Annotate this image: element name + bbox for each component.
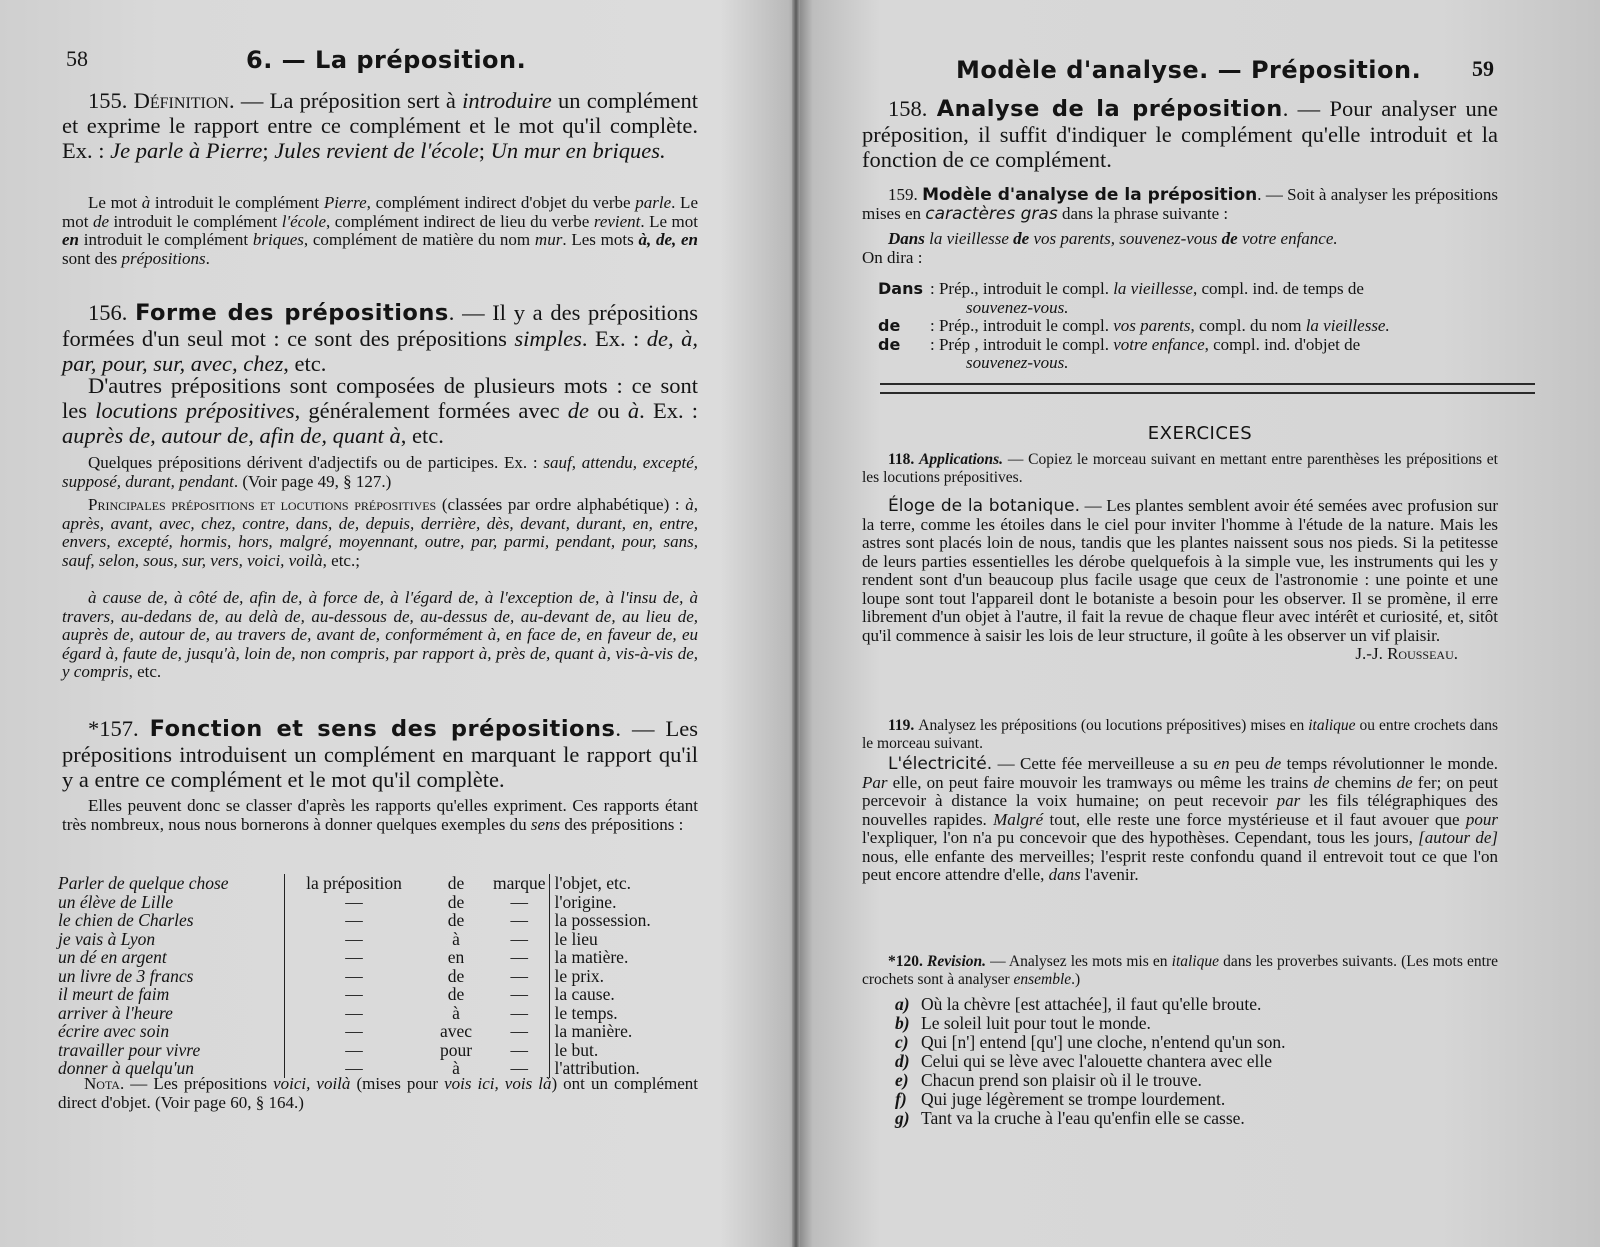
analysis-list xyxy=(878,280,1528,373)
preposition-cell: de xyxy=(447,873,465,893)
sense-cell: le lieu xyxy=(554,928,598,949)
marque-cell: — xyxy=(493,1059,550,1078)
example-cell: le chien de Charles xyxy=(58,911,285,930)
on-dira: On dira : xyxy=(862,248,923,267)
marque-cell: — xyxy=(493,930,550,949)
table-row xyxy=(58,911,655,930)
preposition-cell: de xyxy=(447,910,465,930)
page-number: 58 xyxy=(66,46,88,71)
sense-cell: la possession. xyxy=(554,910,651,930)
paragraph-158: 158. Analyse de la préposition. — Pour analyser une préposition, il suffit d'indiquer le complément qu'elle introduit et la fonction de ce complément. xyxy=(862,96,1499,172)
paragraph-155-note: Le mot à introduit le complément Pierre, complément indirect d'objet du verbe parle. Le mot de introduit le complément l'école, complément indirect de lieu du verbe revient. Le mot en introduit le complément briques, complément de matière du nom mur. Les mots à, de, en sont des prépositions. xyxy=(62,193,699,268)
left-page xyxy=(0,0,795,1247)
page-number: 59 xyxy=(1472,56,1494,81)
botanique-text: Éloge de la botanique. — Les plantes semblent avoir été semées avec profusion sur la terre, comme les étoiles dans le ciel pour inviter l'homme à l'étude de la nature. Mais les astres sont placés loin de nous, tandis que les plantes naissent sous nos pieds. Si la petitesse de leurs parties essentielles les dérobe quelquefois à la simple vue, les instruments qui les y rendent sont d'un beaucoup plus facile usage que ceux de l'astronomie : une pointe et une loupe sont tout l'appareil dont le botaniste a besoin pour les observer. Il se promène, il erre librement d'un objet à l'autre, il fait la revue de chaque fleur avec intérêt et curiosité, et, sitôt qu'il commence à saisir les lois de leur structure, il goûte à les observer un vif plaisir. J.-J. Rousseau. xyxy=(862,496,1499,663)
analysis-text: : Prép., introduit le compl. vos parents, compl. du nom la vieillesse. xyxy=(930,316,1390,335)
table-row xyxy=(58,985,655,1004)
preposition-sense-table xyxy=(58,874,655,1078)
marque-cell: — xyxy=(493,911,550,930)
label-cell: — xyxy=(345,984,363,1004)
analysis-continuation: souvenez-vous. xyxy=(966,353,1069,372)
proverb-item: b) Le soleil luit pour tout le monde. xyxy=(895,1013,1151,1033)
analysis-text: : Prép , introduit le compl. votre enfance, compl. ind. d'objet de xyxy=(930,334,1361,354)
page-header: 6. — La préposition. xyxy=(246,46,527,74)
proverb-item: c) Qui [n'] entend [qu'] une cloche, n'entend qu'un son. xyxy=(895,1032,1286,1052)
example-cell: donner à quelqu'un xyxy=(58,1059,285,1078)
marque-cell: — xyxy=(493,893,550,912)
exercise-118: 118. Applications. — Copiez le morceau suivant en mettant entre parenthèses les prépositions et les locutions prépositives. xyxy=(862,451,1498,486)
sense-cell: la manière. xyxy=(554,1021,633,1041)
preposition-cell: en xyxy=(447,947,465,967)
paragraph-159: 159. Modèle d'analyse de la préposition. — Soit à analyser les prépositions mises en caractères gras dans la phrase suivante : xyxy=(862,185,1498,224)
preposition-cell: pour xyxy=(439,1039,473,1060)
example-cell: un livre de 3 francs xyxy=(58,967,285,986)
proverb-list xyxy=(895,995,1285,1128)
analysis-word: de xyxy=(878,334,901,354)
marque-cell: — xyxy=(493,967,550,986)
example-cell: écrire avec soin xyxy=(58,1022,285,1041)
paragraph-157-classes: Elles peuvent donc se classer d'après les rapports qu'elles expriment. Ces rapports étant très nombreux, nous nous bornerons à donner quelques exemples du sens des prépositions : xyxy=(62,796,698,834)
preposition-cell: à xyxy=(452,1058,460,1078)
analysis-row xyxy=(878,317,1528,336)
preposition-cell: à xyxy=(452,928,460,949)
label-cell: — xyxy=(345,1039,363,1060)
principales-locutions: à cause de, à côté de, afin de, à force de, à l'égard de, à l'exception de, à l'insu de, à travers, au-dedans de, au delà de, au-dessous de, au-dessus de, au-devant de, au lieu de, auprès de, autour de, au travers de, avant de, conformément à, en face de, en faveur de, eu égard à, faute de, jusqu'à, loin de, non compris, par rapport à, près de, quant à, vis-à-vis de, y compris, etc. xyxy=(62,588,698,681)
paragraph-155: 155. Définition. — La préposition sert à introduire un complément et exprime le rapport entre ce complément et le mot qu'il complète. Ex. : Je parle à Pierre; Jules revient de l'école; Un mur en briques. xyxy=(62,88,698,163)
table-row xyxy=(58,948,655,967)
sense-cell: le temps. xyxy=(554,1002,618,1023)
preposition-cell: de xyxy=(447,965,465,986)
page-header: Modèle d'analyse. — Préposition. xyxy=(956,56,1422,84)
label-cell: — xyxy=(345,965,363,986)
example-cell: travailler pour vivre xyxy=(58,1041,285,1060)
nota: Nota. — Les prépositions voici, voilà (mises pour vois ici, vois là) ont un complément direct d'objet. (Voir page 60, § 164.) xyxy=(58,1074,699,1112)
sense-cell: le but. xyxy=(554,1039,599,1060)
preposition-cell: avec xyxy=(439,1021,473,1041)
example-cell: Parler de quelque chose xyxy=(58,874,285,893)
label-cell: — xyxy=(345,910,363,930)
example-cell: je vais à Lyon xyxy=(58,930,285,949)
label-cell: — xyxy=(345,891,363,912)
table-row xyxy=(58,1022,655,1041)
marque-cell: — xyxy=(493,1004,550,1023)
sense-cell: le prix. xyxy=(554,965,605,986)
label-cell: — xyxy=(345,947,363,967)
table-row xyxy=(58,1041,655,1060)
proverb-item: e) Chacun prend son plaisir où il le trouve. xyxy=(895,1070,1202,1090)
label-cell: — xyxy=(345,1002,363,1023)
preposition-cell: de xyxy=(447,891,465,912)
label-cell: — xyxy=(345,1021,363,1041)
electricite-text: L'électricité. — Cette fée merveilleuse a su en peu de temps révolutionner le monde. Par elle, on peut faire mouvoir les tramways ou même les trains de chemins de fer; on peut percevoir à distance la voix humaine; on peut recevoir par les fils télégraphiques des nouvelles rapides. Malgré tout, elle reste une force mystérieuse et il faut avouer que pour l'expliquer, l'on n'a pu concevoir que des hypothèses. Cependant, tous les jours, [autour de] nous, elle enfante des merveilles; l'esprit reste confondu quand il entrevoit tout ce que l'on peut encore attendre d'elle, dans l'avenir. xyxy=(862,754,1499,884)
paragraph-156-derived: Quelques prépositions dérivent d'adjectifs ou de participes. Ex. : sauf, attendu, excepté, supposé, durant, pendant. (Voir page 49, § 127.) xyxy=(62,453,698,491)
label-cell: — xyxy=(345,928,363,949)
marque-cell: — xyxy=(493,948,550,967)
sense-cell: la matière. xyxy=(554,947,629,967)
author: J.-J. Rousseau. xyxy=(1355,644,1458,663)
sense-cell: l'origine. xyxy=(554,891,617,912)
table-row xyxy=(58,874,655,893)
proverb-item: f) Qui juge légèrement se trompe lourdement. xyxy=(895,1089,1226,1109)
exercise-119: 119. Analysez les prépositions (ou locutions prépositives) mises en italique ou entre crochets dans le morceau suivant. xyxy=(862,717,1498,752)
analysis-row xyxy=(878,280,1528,299)
sense-cell: l'objet, etc. xyxy=(554,873,632,893)
example-cell: un élève de Lille xyxy=(58,893,285,912)
example-sentence: Dans la vieillesse de vos parents, souvenez-vous de votre enfance. xyxy=(888,229,1338,248)
table-row xyxy=(58,1004,655,1023)
label-cell: la préposition xyxy=(306,873,402,893)
exercise-120: *120. Revision. — Analysez les mots mis en italique dans les proverbes suivants. (Les mots entre crochets sont à analyser ensemble.) xyxy=(862,953,1499,988)
example-cell: arriver à l'heure xyxy=(58,1004,285,1023)
paragraph-156: 156. Forme des prépositions. — Il y a des prépositions formées d'un seul mot : ce sont des prépositions simples. Ex. : de, à, par, pour, sur, avec, chez, etc. xyxy=(62,300,699,376)
principales-prepositions: Principales prépositions et locutions prépositives (classées par ordre alphabétique) : à, après, avant, avec, chez, contre, dans, de, depuis, derrière, dès, devant, durant, en, entre, envers, excepté, hormis, hors, malgré, moyennant, outre, par, parmi, pendant, pour, sans, sauf, selon, sous, sur, vers, voici, voilà, etc.; xyxy=(62,495,698,570)
sense-cell: la cause. xyxy=(554,984,615,1004)
proverb-item: d) Celui qui se lève avec l'alouette chantera avec elle xyxy=(895,1051,1273,1071)
analysis-text: : Prép., introduit le compl. la vieillesse, compl. ind. de temps de xyxy=(930,279,1364,298)
section-divider xyxy=(880,383,1535,394)
marque-cell: marque xyxy=(493,874,550,893)
marque-cell: — xyxy=(493,1022,550,1041)
example-cell: un dé en argent xyxy=(58,948,285,967)
paragraph-157: *157. Fonction et sens des prépositions. — Les prépositions introduisent un complément en marquant le rapport qu'il y a entre ce complément et le mot qu'il complète. xyxy=(62,716,698,792)
marque-cell: — xyxy=(493,985,550,1004)
table-row xyxy=(58,893,655,912)
proverb-item: a) Où la chèvre [est attachée], il faut qu'elle broute. xyxy=(895,994,1262,1014)
preposition-cell: à xyxy=(452,1002,460,1023)
table-row xyxy=(58,967,655,986)
sense-cell: l'attribution. xyxy=(554,1058,640,1078)
marque-cell: — xyxy=(493,1041,550,1060)
analysis-word: de xyxy=(878,316,901,335)
analysis-row xyxy=(878,336,1528,355)
example-cell: il meurt de faim xyxy=(58,985,285,1004)
table-row xyxy=(58,930,655,949)
paragraph-156-locutions: D'autres prépositions sont composées de plusieurs mots : ce sont les locutions prépositives, généralement formées avec de ou à. Ex. : auprès de, autour de, afin de, quant à, etc. xyxy=(62,373,699,448)
proverb-item: g) Tant va la cruche à l'eau qu'enfin elle se casse. xyxy=(895,1108,1245,1128)
exercises-title: EXERCICES xyxy=(1147,423,1253,444)
analysis-continuation: souvenez-vous. xyxy=(966,297,1069,317)
analysis-word: Dans xyxy=(878,279,923,298)
label-cell: — xyxy=(345,1058,363,1078)
preposition-cell: de xyxy=(447,984,465,1004)
